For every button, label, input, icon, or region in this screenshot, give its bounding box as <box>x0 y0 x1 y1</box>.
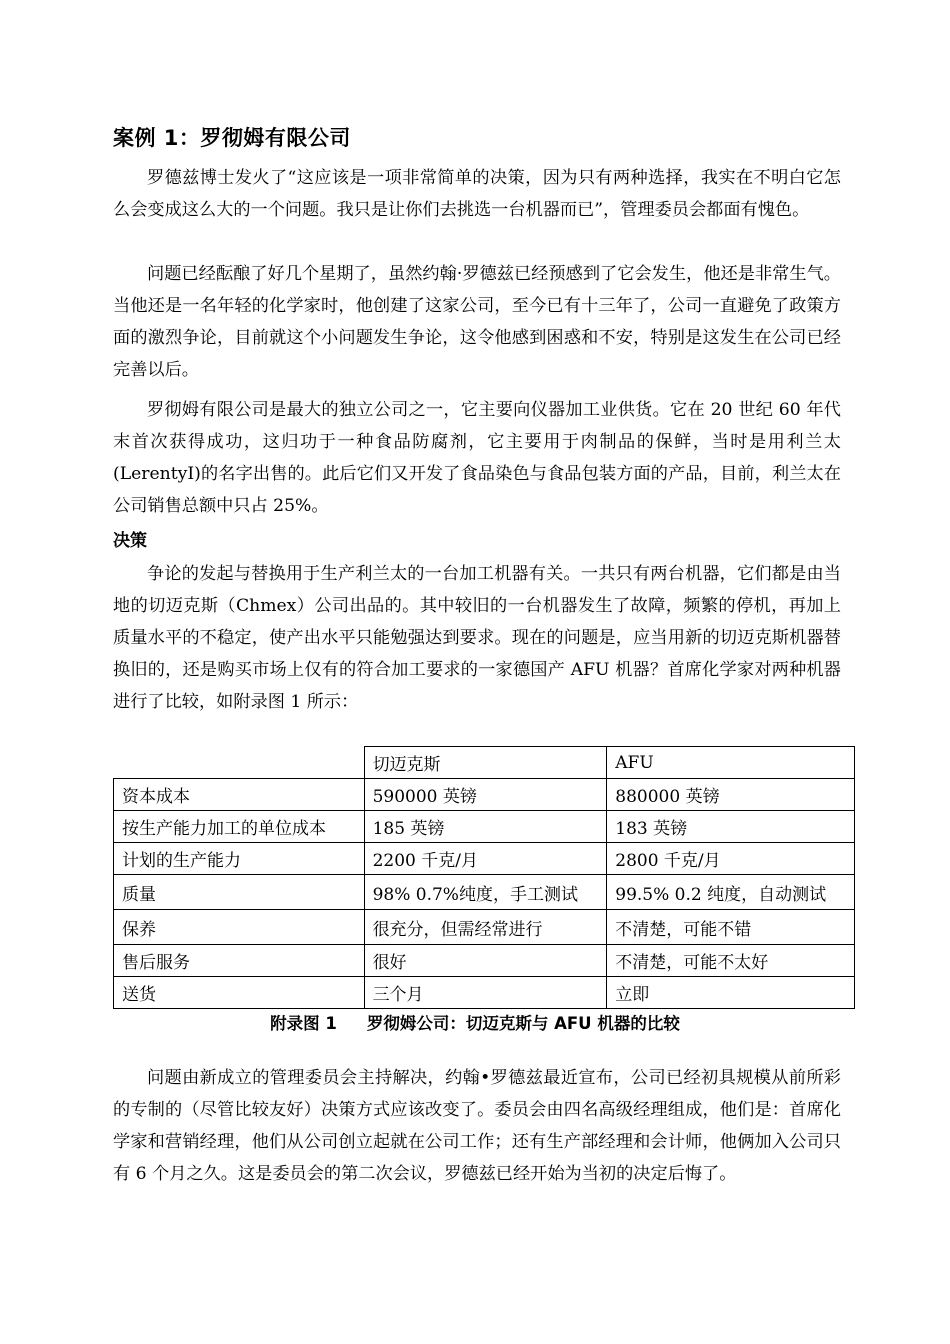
table-header-row <box>114 747 855 779</box>
table-header-cell: 切迈克斯 <box>364 747 607 779</box>
table-cell: 按生产能力加工的单位成本 <box>114 811 365 843</box>
table-cell: 98% 0.7%纯度，手工测试 <box>364 875 607 910</box>
case-title: 案例 1：罗彻姆有限公司 <box>113 126 351 150</box>
section-heading-decision: 决策 <box>113 531 147 551</box>
table-cell: 送货 <box>114 977 365 1009</box>
table-caption <box>0 1010 950 1034</box>
table-cell: 资本成本 <box>114 779 365 811</box>
paragraph-3: 罗彻姆有限公司是最大的独立公司之一，它主要向仪器加工业供货。它在 20 世纪 60 年代末首次获得成功，这归功于一种食品防腐剂，它主要用于肉制品的保鲜，当时是用利兰太(LerentyI)的名字出售的。此后它们又开发了食品染色与食品包装方面的产品，目前，利兰太在公司销售总额中只占 25%。 <box>113 400 841 516</box>
table-cell: 质量 <box>114 875 365 910</box>
table-cell: 183 英镑 <box>607 811 855 843</box>
caption-text: 罗彻姆公司：切迈克斯与 AFU 机器的比较 <box>366 1014 680 1033</box>
table-cell: 立即 <box>607 977 855 1009</box>
table-cell: 99.5% 0.2 纯度，自动测试 <box>607 875 855 910</box>
table-header-cell: AFU <box>607 747 855 779</box>
table-cell: 计划的生产能力 <box>114 843 365 875</box>
table-cell: 很好 <box>364 945 607 977</box>
table-row <box>114 811 855 843</box>
table-cell: 不清楚，可能不错 <box>607 910 855 945</box>
table-row <box>114 875 855 910</box>
final-paragraph: 问题由新成立的管理委员会主持解决，约翰•罗德兹最近宣布，公司已经初具规模从前所彩的专制的（尽管比较友好）决策方式应该改变了。委员会由四名高级经理组成，他们是：首席化学家和营销经理，他们从公司创立起就在公司工作；还有生产部经理和会计师，他俩加入公司只有 6 个月之久。这是委员会的第二次会议，罗德兹已经开始为当初的决定后悔了。 <box>113 1068 841 1184</box>
table-header-cell <box>114 747 365 779</box>
table-cell: 三个月 <box>364 977 607 1009</box>
paragraph-2: 问题已经酝酿了好几个星期了，虽然约翰·罗德兹已经预感到了它会发生，他还是非常生气。当他还是一名年轻的化学家时，他创建了这家公司，至今已有十三年了，公司一直避免了政策方面的激烈争论，目前就这个小问题发生争论，这令他感到困惑和不安，特别是这发生在公司已经完善以后。 <box>113 264 841 380</box>
table-cell: 售后服务 <box>114 945 365 977</box>
table-cell: 2800 千克/月 <box>607 843 855 875</box>
caption-label: 附录图 1 <box>270 1014 337 1033</box>
table-cell: 590000 英镑 <box>364 779 607 811</box>
table-row <box>114 945 855 977</box>
table-row <box>114 977 855 1009</box>
table-cell: 保养 <box>114 910 365 945</box>
table-row <box>114 910 855 945</box>
decision-paragraph: 争论的发起与替换用于生产利兰太的一台加工机器有关。一共只有两台机器，它们都是由当地的切迈克斯（Chmex）公司出品的。其中较旧的一台机器发生了故障，频繁的停机，再加上质量水平的不稳定，使产出水平只能勉强达到要求。现在的问题是，应当用新的切迈克斯机器替换旧的，还是购买市场上仅有的符合加工要求的一家德国产 AFU 机器？首席化学家对两种机器进行了比较，如附录图 1 所示： <box>113 564 841 712</box>
table-cell: 2200 千克/月 <box>364 843 607 875</box>
table-cell: 很充分，但需经常进行 <box>364 910 607 945</box>
table-row <box>114 779 855 811</box>
paragraph-1: 罗德兹博士发火了“这应该是一项非常简单的决策，因为只有两种选择，我实在不明白它怎么会变成这么大的一个问题。我只是让你们去挑选一台机器而已”，管理委员会都面有愧色。 <box>113 168 841 220</box>
comparison-table <box>113 746 855 1009</box>
table-cell: 不清楚，可能不太好 <box>607 945 855 977</box>
table-cell: 185 英镑 <box>364 811 607 843</box>
table-cell: 880000 英镑 <box>607 779 855 811</box>
table-row <box>114 843 855 875</box>
